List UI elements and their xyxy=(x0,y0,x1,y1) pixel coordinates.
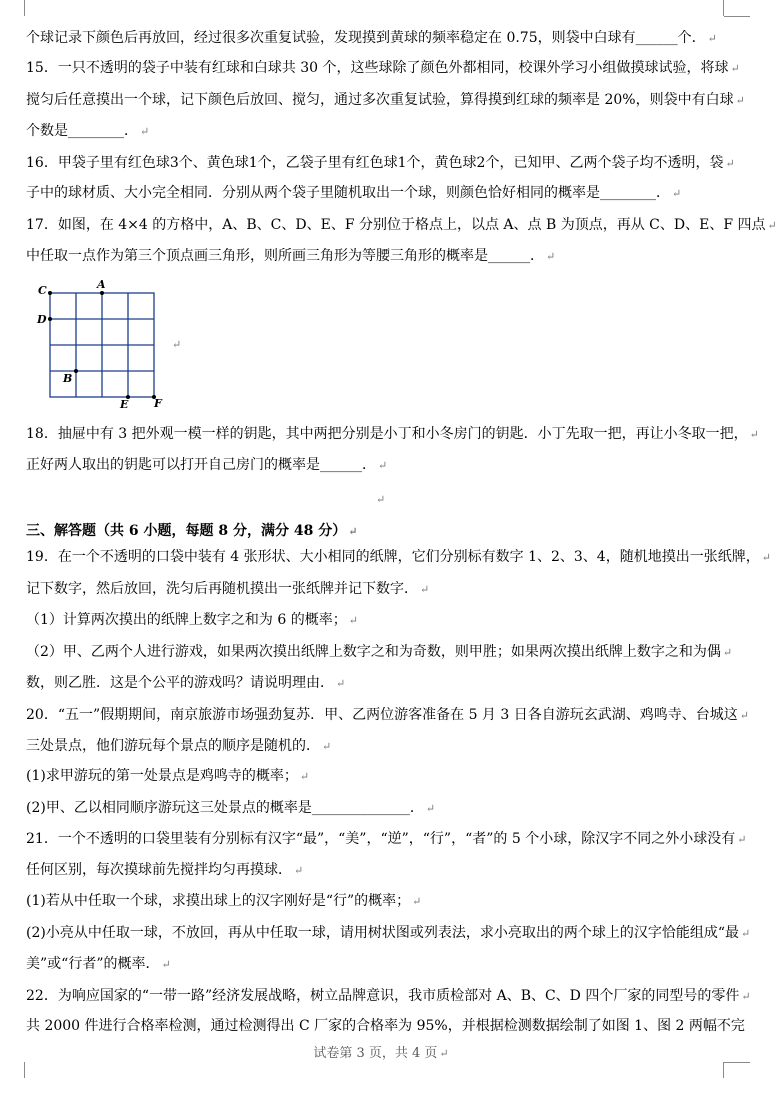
point-label-e: E xyxy=(120,398,129,411)
text-line: 搅匀后任意摸出一个球，记下颜色后放回、搅匀，通过多次重复试验，算得摸到红球的频率是 20%，则袋中有白球 ↵ xyxy=(26,92,745,108)
text-line: 记下数字，然后放回，洗匀后再随机摸出一张纸牌并记下数字． ↵ xyxy=(26,581,430,597)
question-17-line: 17．如图，在 4×4 的方格中，A、B、C、D、E、F 分别位于格点上，以点 A、点 B 为顶点，再从 C、D、E、F 四点 ↵ xyxy=(26,217,777,233)
section-title: 三、解答题（共 6 小题，每题 8 分，满分 48 分） ↵ xyxy=(26,523,358,539)
text-line: 个数是________． ↵ xyxy=(26,123,150,139)
text-line: 个球记录下颜色后再放回，经过很多次重复试验，发现摸到黄球的频率稳定在 0.75，则袋中白球有______个． ↵ xyxy=(26,30,717,46)
text-line: 正好两人取出的钥匙可以打开自己房门的概率是______． ↵ xyxy=(26,457,388,473)
text-line: 子中的球材质、大小完全相同．分别从两个袋子里随机取出一个球，则颜色恰好相同的概率是________． ↵ xyxy=(26,185,682,201)
text-line: 任何区别，每次摸球前先搅拌均匀再摸球． ↵ xyxy=(26,862,304,878)
point-d xyxy=(48,317,52,321)
point-label-a: A xyxy=(97,278,106,291)
question-22-line: 22．为响应国家的“一带一路”经济发展战略，树立品牌意识，我市质检部对 A、B、C、D 四个厂家的同型号的零件 ↵ xyxy=(26,988,751,1004)
text-line: （2）甲、乙两个人进行游戏，如果两次摸出纸牌上数字之和为奇数，则甲胜；如果两次摸出纸牌上数字之和为偶 ↵ xyxy=(26,644,733,660)
text-line: (1)求甲游玩的第一处景点是鸡鸣寺的概率； ↵ xyxy=(26,768,310,784)
text-line: 共 2000 件进行合格率检测，通过检测得出 C 厂家的合格率为 95%，并根据检测数据绘制了如图 1、图 2 两幅不完 xyxy=(26,1018,745,1034)
text-line: (2)甲、乙以相同顺序游玩这三处景点的概率是______________． ↵ xyxy=(26,800,436,816)
question-19-line: 19．在一个不透明的口袋中装有 4 张形状、大小相同的纸牌，它们分别标有数字 1、2、3、4，随机地摸出一张纸牌， ↵ xyxy=(26,549,771,565)
paragraph-mark: ↵ xyxy=(172,338,182,351)
crop-mark-bottom-right-v xyxy=(723,1062,724,1078)
crop-mark-bottom-left-v xyxy=(24,1062,25,1078)
text-line: 三处景点，他们游玩每个景点的顺序是随机的． ↵ xyxy=(26,738,332,754)
point-b xyxy=(74,369,78,373)
point-c xyxy=(48,291,52,295)
point-label-d: D xyxy=(37,313,47,326)
text-line: (1)若从中任取一个球，求摸出球上的汉字刚好是“行”的概率； ↵ xyxy=(26,893,422,909)
text-line: （1）计算两次摸出的纸牌上数字之和为 6 的概率； ↵ xyxy=(26,612,358,628)
text-line: 数，则乙胜．这是个公平的游戏吗？请说明理由． ↵ xyxy=(26,675,346,691)
point-label-b: B xyxy=(63,372,73,385)
paragraph-mark: ↵ xyxy=(376,493,386,506)
point-label-c: C xyxy=(38,284,47,297)
point-label-f: F xyxy=(154,397,162,410)
crop-mark-top-right-v xyxy=(723,0,724,16)
text-line: 美”或“行者”的概率． ↵ xyxy=(26,956,171,972)
text-line: 中任取一点作为第三个顶点画三角形，则所画三角形为等腰三角形的概率是______． ↵ xyxy=(26,248,556,264)
question-21-line: 21．一个不透明的口袋里装有分别标有汉字“最”，“美”，“逆”，“行”，“者”的 5 个小球，除汉字不同之外小球没有 ↵ xyxy=(26,831,747,847)
point-a xyxy=(100,291,104,295)
crop-mark-top-right-h xyxy=(724,16,750,17)
text-line: (2)小亮从中任取一球，不放回，再从中任取一球，请用树状图或列表法，求小亮取出的两个球上的汉字恰能组成“最 ↵ xyxy=(26,925,751,941)
question-16-line: 16．甲袋子里有红色球3个、黄色球1个，乙袋子里有红色球1个，黄色球2个，已知甲、乙两个袋子均不透明，袋 ↵ xyxy=(26,155,735,171)
crop-mark-bottom-right-h xyxy=(724,1062,750,1063)
question-15-line: 15．一只不透明的袋子中装有红球和白球共 30 个，这些球除了颜色外都相同，校课外学习小组做摸球试验，将球 ↵ xyxy=(26,60,740,76)
question-20-line: 20．“五一”假期期间，南京旅游市场强劲复苏．甲、乙两位游客准备在 5 月 3 日各自游玩玄武湖、鸡鸣寺、台城这 ↵ xyxy=(26,707,749,723)
page-footer: 试卷第 3 页，共 4 页 ↵ xyxy=(313,1046,449,1061)
question-18-line: 18．抽屉中有 3 把外观一模一样的钥匙，其中两把分别是小丁和小冬房门的钥匙．小丁先取一把，再让小冬取一把， ↵ xyxy=(26,426,759,442)
crop-mark-top-left-v xyxy=(24,0,25,16)
grid-figure xyxy=(30,278,180,418)
